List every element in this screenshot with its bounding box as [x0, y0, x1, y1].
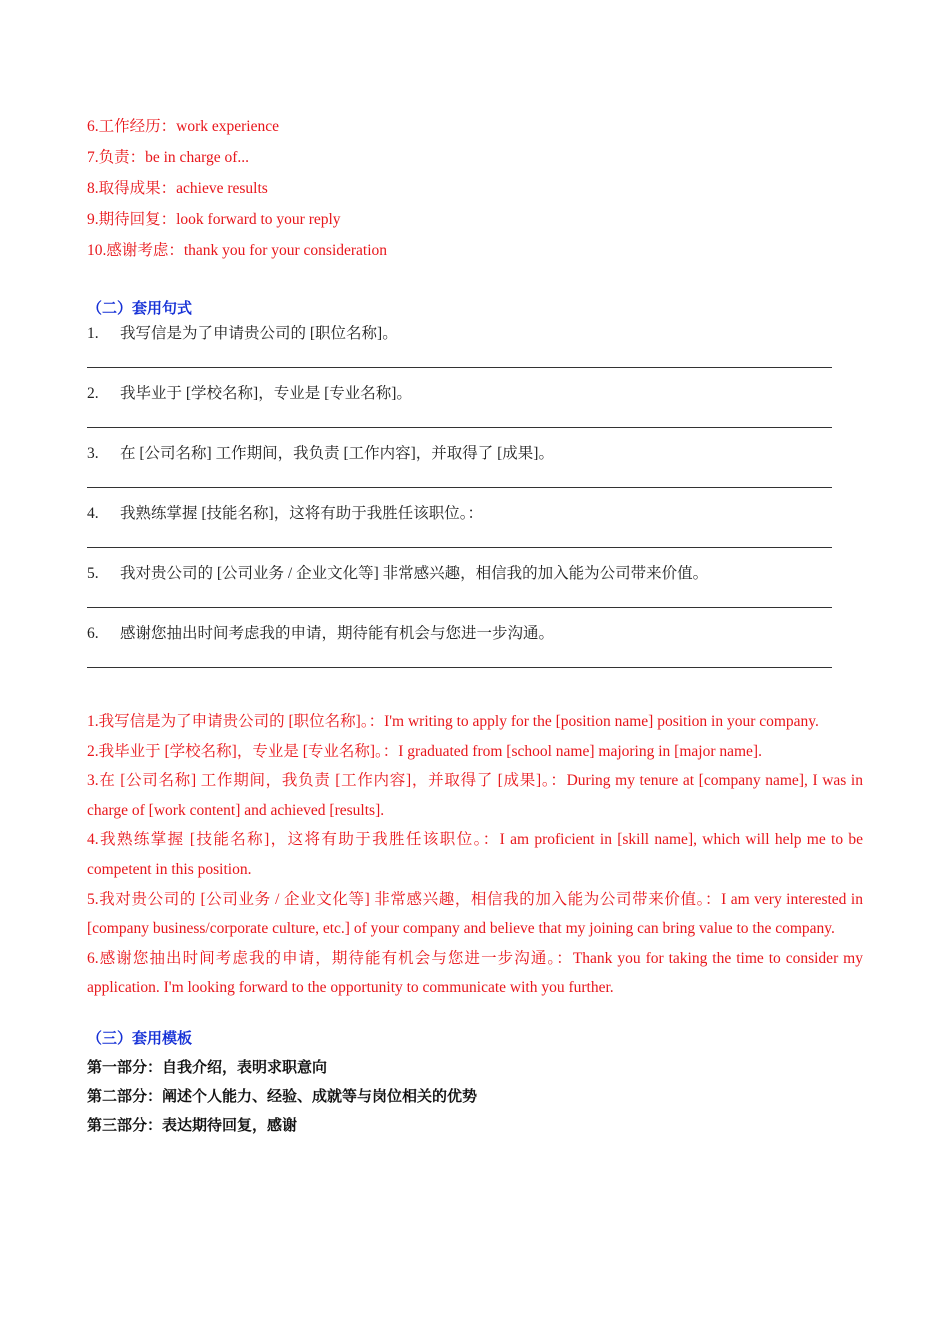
exercise-prompt: 我毕业于 [学校名称]，专业是 [专业名称]。: [120, 385, 412, 402]
answer-item: 6.感谢您抽出时间考虑我的申请，期待能有机会与您进一步沟通。：Thank you for taking the time to consider my application. I'm looking forward to the opportunity to communicate with you further.: [87, 949, 863, 997]
exercise-item: [87, 563, 863, 623]
exercise-number: 6.: [87, 625, 99, 642]
exercise-prompt: 感谢您抽出时间考虑我的申请，期待能有机会与您进一步沟通。: [120, 625, 555, 642]
answer-item: 4.我熟练掌握 [技能名称]，这将有助于我胜任该职位。：I am proficient in [skill name], which will help me to be competent in this position.: [87, 831, 863, 878]
vocab-item: 9.期待回复：look forward to your reply: [87, 211, 341, 228]
exercise-item: [87, 443, 863, 503]
template-part: 第三部分：表达期待回复，感谢: [87, 1115, 298, 1134]
template-part: 第二部分：阐述个人能力、经验、成就等与岗位相关的优势: [87, 1086, 478, 1105]
exercise-number: 4.: [87, 505, 99, 522]
exercise-prompt: 我写信是为了申请贵公司的 [职位名称]。: [120, 325, 398, 342]
answer-blank[interactable]: [87, 547, 832, 548]
section-heading: （三）套用模板: [87, 1028, 193, 1047]
exercise-prompt: 在 [公司名称] 工作期间，我负责 [工作内容]，并取得了 [成果]。: [120, 445, 554, 462]
vocab-item: 6.工作经历：work experience: [87, 118, 279, 135]
answer-item: 5.我对贵公司的 [公司业务 / 企业文化等] 非常感兴趣，相信我的加入能为公司带来价值。：I am very interested in [company business/corporate culture, etc.] of your company and believe that my joining can bring value to the company.: [87, 890, 863, 938]
vocab-list: [87, 112, 863, 267]
vocab-item: 7.负责：be in charge of...: [87, 149, 249, 166]
answer-blank[interactable]: [87, 427, 832, 428]
vocab-item: 8.取得成果：achieve results: [87, 180, 268, 197]
exercise-item: [87, 503, 863, 563]
exercise-prompt: 我熟练掌握 [技能名称]，这将有助于我胜任该职位。：: [120, 505, 483, 522]
exercise-number: 5.: [87, 565, 99, 582]
answer-item: 3.在 [公司名称] 工作期间，我负责 [工作内容]，并取得了 [成果]。：During my tenure at [company name], I was in charge of [work content] and achieved [results].: [87, 772, 863, 819]
answer-blank[interactable]: [87, 667, 832, 668]
answer-blank[interactable]: [87, 487, 832, 488]
vocab-item: 10.感谢考虑：thank you for your consideration: [87, 242, 388, 259]
answer-key: [87, 707, 863, 1003]
exercise-number: 1.: [87, 325, 99, 342]
exercise-number: 2.: [87, 385, 99, 402]
template-parts: [87, 1053, 863, 1140]
answer-blank[interactable]: [87, 367, 832, 368]
section-heading: （二）套用句式: [87, 299, 193, 317]
template-part: 第一部分：自我介绍，表明求职意向: [87, 1057, 328, 1076]
exercise-number: 3.: [87, 445, 99, 462]
document-page: [87, 112, 863, 1140]
exercise-list: [87, 323, 863, 683]
exercise-item: [87, 323, 863, 383]
answer-item: 1.我写信是为了申请贵公司的 [职位名称]。：I'm writing to apply for the [position name] position in your company.: [87, 713, 819, 730]
answer-blank[interactable]: [87, 607, 832, 608]
answer-item: 2.我毕业于 [学校名称]，专业是 [专业名称]。：I graduated from [school name] majoring in [major name].: [87, 742, 762, 760]
exercise-item: [87, 383, 863, 443]
exercise-item: [87, 623, 863, 683]
exercise-prompt: 我对贵公司的 [公司业务 / 企业文化等] 非常感兴趣，相信我的加入能为公司带来价值。: [120, 565, 709, 582]
